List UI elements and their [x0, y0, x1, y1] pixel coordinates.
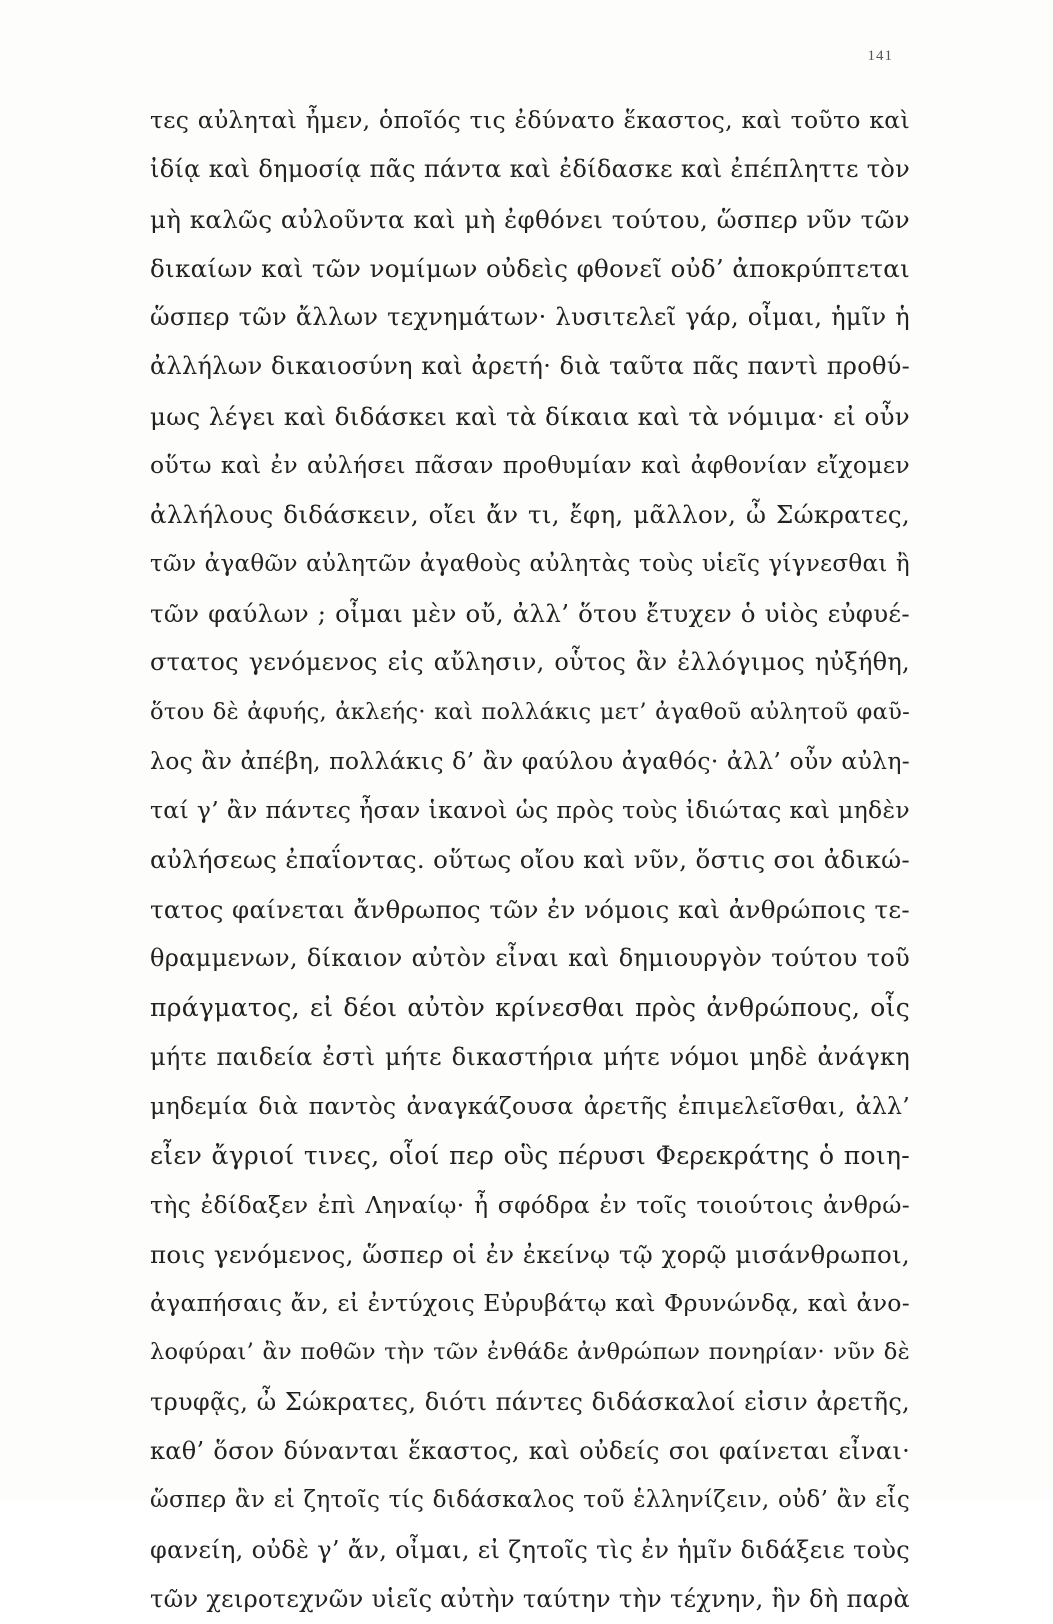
text-line: ταί γ’ ἂν πάντες ἦσαν ἱκανοὶ ὡς πρὸς τοὺς ἰδιώτας καὶ μηδὲν — [150, 796, 910, 825]
text-line: μως λέγει καὶ διδάσκει καὶ τὰ δίκαια καὶ τὰ νόμιμα· εἰ οὖν — [150, 401, 910, 431]
text-line: λος ἂν ἀπέβη, πολλάκις δ’ ἂν φαύλου ἀγαθός· ἀλλ’ οὖν αὐλη- — [150, 746, 910, 775]
text-line: μὴ καλῶς αὐλοῦντα καὶ μὴ ἐφθόνει τούτου, ὥσπερ νῦν τῶν — [150, 204, 910, 234]
page-number: 141 — [867, 48, 893, 64]
text-line: ὥσπερ τῶν ἄλλων τεχνημάτων· λυσιτελεῖ γάρ, οἶμαι, ἡμῖν ἡ — [150, 303, 910, 332]
text-line: τῶν ἀγαθῶν αὐλητῶν ἀγαθοὺς αὐλητὰς τοὺς υἱεῖς γίγνεσθαι ἢ — [150, 550, 910, 577]
text-line: τες αὐληταὶ ἦμεν, ὁποῖός τις ἐδύνατο ἕκαστος, καὶ τοῦτο καὶ — [150, 106, 910, 134]
text-line: ἰδίᾳ καὶ δημοσίᾳ πᾶς πάντα καὶ ἐδίδασκε καὶ ἐπέπληττε τὸν — [150, 155, 910, 184]
text-line: στατος γενόμενος εἰς αὔλησιν, οὗτος ἂν ἐλλόγιμος ηὐξήθη, — [150, 648, 910, 677]
text-line: τρυφᾷς, ὦ Σώκρατες, διότι πάντες διδάσκαλοί εἰσιν ἀρετῆς, — [150, 1387, 910, 1416]
text-line: αὐλήσεως ἐπαΐοντας. οὕτως οἴου καὶ νῦν, ὅστις σοι ἀδικώ- — [150, 845, 910, 875]
text-line: εἶεν ἄγριοί τινες, οἷοί περ οὓς πέρυσι Φερεκράτης ὁ ποιη- — [150, 1141, 910, 1171]
text-line: ἀλλήλους διδάσκειν, οἴει ἄν τι, ἔφη, μᾶλλον, ὦ Σώκρατες, — [150, 500, 910, 530]
text-line: τῶν φαύλων ; οἶμαι μὲν οὔ, ἀλλ’ ὅτου ἔτυχεν ὁ υἱὸς εὐφυέ- — [150, 598, 910, 628]
text-line: θραμμενων, δίκαιον αὐτὸν εἶναι καὶ δημιουργὸν τούτου τοῦ — [150, 944, 910, 973]
text-line: ὥσπερ ἂν εἰ ζητοῖς τίς διδάσκαλος τοῦ ἑλληνίζειν, οὐδ’ ἂν εἷς — [150, 1487, 910, 1514]
text-line: τῶν χειροτεχνῶν υἱεῖς αὐτὴν ταύτην τὴν τέχνην, ἣν δὴ παρὰ — [150, 1584, 910, 1613]
text-line: τὴς ἐδίδαξεν ἐπὶ Ληναίῳ· ἦ σφόδρα ἐν τοῖς τοιούτοις ἀνθρώ- — [150, 1190, 910, 1219]
text-line: λοφύραι’ ἂν ποθῶν τὴν τῶν ἐνθάδε ἀνθρώπων πονηρίαν· νῦν δὲ — [150, 1339, 910, 1366]
body-text — [150, 96, 910, 1624]
text-line: ποις γενόμενος, ὥσπερ οἱ ἐν ἐκείνῳ τῷ χορῷ μισάνθρωποι, — [150, 1239, 910, 1269]
text-line: μηδεμία διὰ παντὸς ἀναγκάζουσα ἀρετῆς ἐπιμελεῖσθαι, ἀλλ’ — [150, 1091, 910, 1120]
text-line: ὅτου δὲ ἀφυής, ἀκλεής· καὶ πολλάκις μετ’ ἀγαθοῦ αὐλητοῦ φαῦ- — [150, 698, 910, 725]
text-line: καθ’ ὅσον δύνανται ἕκαστος, καὶ οὐδείς σοι φαίνεται εἶναι· — [150, 1437, 910, 1466]
text-line: τατος φαίνεται ἄνθρωπος τῶν ἐν νόμοις καὶ ἀνθρώποις τε- — [150, 894, 910, 924]
text-line: ἀγαπήσαις ἄν, εἰ ἐντύχοις Εὐρυβάτῳ καὶ Φρυνώνδᾳ, καὶ ἀνο- — [150, 1289, 910, 1318]
text-line: φανείη, οὐδὲ γ’ ἄν, οἶμαι, εἰ ζητοῖς τὶς ἐν ἡμῖν διδάξειε τοὺς — [150, 1535, 910, 1564]
text-line: πράγματος, εἰ δέοι αὐτὸν κρίνεσθαι πρὸς ἀνθρώπους, οἷς — [150, 993, 910, 1023]
text-line: δικαίων καὶ τῶν νομίμων οὐδεὶς φθονεῖ οὐδ’ ἀποκρύπτεται — [150, 253, 910, 283]
text-line: ἀλλήλων δικαιοσύνη καὶ ἀρετή· διὰ ταῦτα πᾶς παντὶ προθύ- — [150, 352, 910, 381]
text-line: οὕτω καὶ ἐν αὐλήσει πᾶσαν προθυμίαν καὶ ἀφθονίαν εἴχομεν — [150, 451, 910, 480]
text-line: μήτε παιδεία ἐστὶ μήτε δικαστήρια μήτε νόμοι μηδὲ ἀνάγκη — [150, 1042, 910, 1071]
